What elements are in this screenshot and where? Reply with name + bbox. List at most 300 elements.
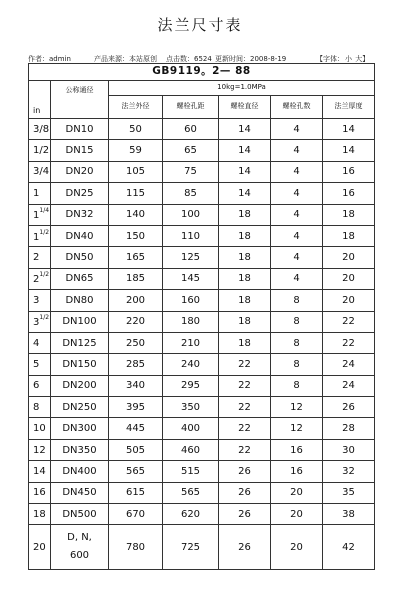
bolt-circle-cell — [163, 397, 219, 418]
bolt-circle-cell — [163, 311, 219, 332]
bolt-circle-cell-value: 85 — [184, 187, 197, 199]
nominal-diameter-cell — [51, 504, 109, 525]
bolt-circle-cell — [163, 290, 219, 311]
author-label: 作者：admin — [28, 55, 71, 63]
bolt-circle-cell-value: 110 — [180, 230, 201, 242]
inch-cell — [29, 183, 51, 204]
bolt-diameter-cell — [219, 268, 271, 289]
bolt-count-cell-value: 20 — [290, 508, 303, 520]
bolt-circle-cell — [163, 119, 219, 140]
inch-cell-value: 3 — [33, 294, 40, 306]
bolt-circle-cell-value: 295 — [180, 380, 201, 392]
bolt-circle-cell — [163, 482, 219, 503]
nominal-diameter-cell — [51, 290, 109, 311]
outer-diameter-cell — [109, 397, 163, 418]
page-title: 法兰尺寸表 — [157, 16, 243, 34]
bolt-diameter-cell-value: 18 — [238, 230, 251, 242]
bolt-diameter-cell-value: 26 — [238, 508, 251, 520]
bolt-count-cell — [271, 354, 323, 375]
outer-diameter-cell — [109, 354, 163, 375]
nominal-diameter-cell-value: DN80 — [65, 294, 94, 306]
outer-diameter-cell-value: 185 — [125, 273, 146, 285]
inch-cell-value: 5 — [33, 358, 40, 370]
nominal-diameter-cell — [51, 225, 109, 246]
table-row — [29, 161, 375, 182]
table-row — [29, 504, 375, 525]
inch-cell — [29, 418, 51, 439]
update-time-label: 更新时间：2008-8-19 — [215, 55, 287, 63]
inch-cell — [29, 482, 51, 503]
bolt-circle-cell-value: 400 — [180, 423, 201, 435]
inch-cell-value: 14 — [33, 465, 46, 477]
nominal-diameter-cell — [51, 183, 109, 204]
nominal-diameter-cell-value: DN500 — [62, 508, 97, 520]
inch-cell-value: 20 — [33, 541, 46, 553]
outer-diameter-cell-value: 200 — [125, 294, 146, 306]
header-outer-diameter: 法兰外径 — [109, 96, 163, 119]
table-row — [29, 525, 375, 570]
nominal-diameter-cell — [51, 311, 109, 332]
outer-diameter-cell — [109, 418, 163, 439]
bolt-circle-cell-value: 460 — [180, 444, 201, 456]
bolt-diameter-cell-value: 18 — [238, 273, 251, 285]
click-count-label: 点击数：6524 — [166, 55, 212, 63]
bolt-diameter-cell — [219, 311, 271, 332]
table-row — [29, 183, 375, 204]
table-row — [29, 482, 375, 503]
inch-cell-value: 1 — [33, 210, 40, 222]
outer-diameter-cell-value: 615 — [125, 487, 146, 499]
bolt-count-cell-value: 4 — [293, 273, 300, 285]
bolt-circle-cell — [163, 247, 219, 268]
header-bolt-circle: 螺栓孔距 — [163, 96, 219, 119]
bolt-circle-cell-value: 75 — [184, 166, 197, 178]
bolt-count-cell-value: 4 — [293, 209, 300, 221]
inch-fraction: 1/2 — [39, 314, 50, 322]
inch-cell-value: 8 — [33, 401, 40, 413]
nominal-diameter-cell-value: DN65 — [65, 273, 94, 285]
outer-diameter-cell — [109, 332, 163, 353]
bolt-diameter-cell — [219, 482, 271, 503]
bolt-circle-cell-value: 125 — [180, 252, 201, 264]
bolt-diameter-cell — [219, 247, 271, 268]
thickness-cell-value: 20 — [342, 252, 355, 264]
bolt-count-cell — [271, 140, 323, 161]
inch-cell — [29, 461, 51, 482]
bolt-diameter-cell — [219, 418, 271, 439]
outer-diameter-cell — [109, 504, 163, 525]
table-body — [29, 64, 375, 570]
inch-cell — [29, 354, 51, 375]
bolt-count-cell — [271, 268, 323, 289]
inch-cell-value: 3/8 — [33, 123, 50, 135]
outer-diameter-cell-value: 505 — [125, 444, 146, 456]
nominal-diameter-cell — [51, 482, 109, 503]
table-row — [29, 397, 375, 418]
nominal-diameter-cell — [51, 461, 109, 482]
inch-cell-value: 12 — [33, 444, 46, 456]
inch-cell — [29, 161, 51, 182]
thickness-cell-value: 20 — [342, 273, 355, 285]
bolt-diameter-cell — [219, 439, 271, 460]
bolt-diameter-cell — [219, 354, 271, 375]
source-label: 产品来源：本站原创 — [94, 55, 157, 63]
inch-cell-value: 4 — [33, 337, 40, 349]
font-suffix: 】 — [362, 55, 370, 63]
table-row — [29, 290, 375, 311]
bolt-diameter-cell-value: 22 — [238, 423, 251, 435]
bolt-diameter-cell — [219, 397, 271, 418]
bolt-diameter-cell — [219, 525, 271, 570]
nominal-diameter-cell-value: DN450 — [62, 487, 97, 499]
bolt-circle-cell — [163, 268, 219, 289]
table-row — [29, 439, 375, 460]
header-inch: in — [29, 81, 51, 119]
nominal-diameter-cell — [51, 375, 109, 396]
nominal-diameter-cell-value: D, N, 600 — [67, 532, 92, 562]
nominal-diameter-cell — [51, 525, 109, 570]
table-row — [29, 247, 375, 268]
nominal-diameter-cell — [51, 247, 109, 268]
thickness-cell-value: 24 — [342, 358, 355, 370]
bolt-diameter-cell — [219, 161, 271, 182]
inch-cell-value: 3 — [33, 317, 40, 329]
standard-row — [29, 64, 375, 81]
outer-diameter-cell-value: 340 — [125, 380, 146, 392]
bolt-circle-cell-value: 65 — [184, 145, 197, 157]
thickness-cell-value: 22 — [342, 316, 355, 328]
bolt-circle-cell — [163, 332, 219, 353]
bolt-diameter-cell-value: 14 — [238, 166, 251, 178]
pressure-rating: 10kg=1.0MPa — [109, 81, 375, 96]
inch-cell — [29, 439, 51, 460]
bolt-count-cell-value: 8 — [293, 337, 300, 349]
nominal-diameter-cell — [51, 268, 109, 289]
bolt-circle-cell-value: 145 — [180, 273, 201, 285]
table-row — [29, 119, 375, 140]
outer-diameter-cell-value: 285 — [125, 358, 146, 370]
bolt-circle-cell-value: 60 — [184, 123, 197, 135]
bolt-count-cell — [271, 418, 323, 439]
inch-cell-value: 18 — [33, 508, 46, 520]
bolt-count-cell-value: 8 — [293, 316, 300, 328]
bolt-count-cell-value: 16 — [290, 444, 303, 456]
outer-diameter-cell-value: 50 — [129, 123, 142, 135]
nominal-diameter-cell — [51, 397, 109, 418]
outer-diameter-cell-value: 780 — [125, 541, 146, 553]
bolt-count-cell — [271, 461, 323, 482]
nominal-diameter-cell-value: DN350 — [62, 444, 97, 456]
bolt-count-cell — [271, 439, 323, 460]
nominal-diameter-cell — [51, 418, 109, 439]
bolt-count-cell-value: 16 — [290, 465, 303, 477]
outer-diameter-cell-value: 565 — [125, 465, 146, 477]
inch-cell — [29, 204, 51, 225]
nominal-diameter-cell-value: DN32 — [65, 209, 94, 221]
thickness-cell-value: 26 — [342, 401, 355, 413]
bolt-diameter-cell-value: 18 — [238, 316, 251, 328]
outer-diameter-cell-value: 395 — [125, 401, 146, 413]
nominal-diameter-cell — [51, 161, 109, 182]
outer-diameter-cell-value: 59 — [129, 145, 142, 157]
bolt-diameter-cell — [219, 461, 271, 482]
table-row — [29, 225, 375, 246]
inch-cell — [29, 311, 51, 332]
bolt-circle-cell — [163, 525, 219, 570]
bolt-count-cell — [271, 290, 323, 311]
thickness-cell — [323, 225, 375, 246]
bolt-diameter-cell-value: 18 — [238, 337, 251, 349]
thickness-cell — [323, 482, 375, 503]
bolt-diameter-cell-value: 18 — [238, 252, 251, 264]
inch-cell-value: 2 — [33, 252, 40, 264]
outer-diameter-cell — [109, 119, 163, 140]
bolt-diameter-cell — [219, 504, 271, 525]
nominal-diameter-cell — [51, 140, 109, 161]
outer-diameter-cell — [109, 204, 163, 225]
outer-diameter-cell — [109, 290, 163, 311]
bolt-diameter-cell — [219, 290, 271, 311]
bolt-count-cell — [271, 332, 323, 353]
bolt-circle-cell-value: 240 — [180, 358, 201, 370]
bolt-diameter-cell — [219, 183, 271, 204]
thickness-cell — [323, 268, 375, 289]
bolt-count-cell-value: 8 — [293, 380, 300, 392]
bolt-count-cell-value: 12 — [290, 423, 303, 435]
header-bolt-count: 螺栓孔数 — [271, 96, 323, 119]
inch-cell — [29, 332, 51, 353]
bolt-circle-cell — [163, 461, 219, 482]
outer-diameter-cell-value: 105 — [125, 166, 146, 178]
inch-cell — [29, 397, 51, 418]
thickness-cell — [323, 375, 375, 396]
table-row — [29, 204, 375, 225]
outer-diameter-cell-value: 115 — [125, 187, 146, 199]
inch-cell-value: 1 — [33, 231, 40, 243]
table-row — [29, 418, 375, 439]
inch-cell — [29, 119, 51, 140]
font-small-link[interactable]: 小 — [345, 55, 352, 63]
bolt-circle-cell — [163, 183, 219, 204]
nominal-diameter-cell — [51, 332, 109, 353]
outer-diameter-cell — [109, 140, 163, 161]
inch-cell — [29, 140, 51, 161]
outer-diameter-cell-value: 220 — [125, 316, 146, 328]
bolt-count-cell-value: 4 — [293, 252, 300, 264]
bolt-circle-cell-value: 210 — [180, 337, 201, 349]
bolt-circle-cell-value: 725 — [180, 541, 201, 553]
bolt-diameter-cell-value: 14 — [238, 145, 251, 157]
thickness-cell — [323, 525, 375, 570]
inch-cell — [29, 375, 51, 396]
bolt-diameter-cell — [219, 119, 271, 140]
header-thickness: 法兰厚度 — [323, 96, 375, 119]
bolt-count-cell — [271, 247, 323, 268]
bolt-diameter-cell — [219, 332, 271, 353]
outer-diameter-cell — [109, 183, 163, 204]
outer-diameter-cell — [109, 268, 163, 289]
bolt-count-cell-value: 8 — [293, 294, 300, 306]
thickness-cell — [323, 332, 375, 353]
outer-diameter-cell — [109, 247, 163, 268]
bolt-count-cell — [271, 119, 323, 140]
thickness-cell — [323, 183, 375, 204]
table-row — [29, 332, 375, 353]
outer-diameter-cell — [109, 461, 163, 482]
bolt-circle-cell-value: 350 — [180, 401, 201, 413]
bolt-count-cell — [271, 311, 323, 332]
thickness-cell — [323, 354, 375, 375]
bolt-diameter-cell-value: 22 — [238, 358, 251, 370]
nominal-diameter-cell-value: DN250 — [62, 401, 97, 413]
inch-fraction: 1/2 — [39, 228, 50, 236]
nominal-diameter-cell-value: DN125 — [62, 337, 97, 349]
outer-diameter-cell — [109, 225, 163, 246]
bolt-count-cell-value: 4 — [293, 145, 300, 157]
bolt-count-cell-value: 20 — [290, 541, 303, 553]
thickness-cell — [323, 140, 375, 161]
flange-size-table — [28, 63, 375, 570]
thickness-cell-value: 30 — [342, 444, 355, 456]
bolt-circle-cell-value: 100 — [180, 209, 201, 221]
table-row — [29, 461, 375, 482]
thickness-cell-value: 16 — [342, 187, 355, 199]
nominal-diameter-cell-value: DN10 — [65, 123, 94, 135]
bolt-diameter-cell — [219, 140, 271, 161]
standard-code: GB9119。2— 88 — [29, 64, 375, 81]
bolt-diameter-cell — [219, 225, 271, 246]
inch-cell — [29, 525, 51, 570]
outer-diameter-cell — [109, 439, 163, 460]
header-nominal-diameter: 公称通径 — [51, 81, 109, 119]
nominal-diameter-cell — [51, 204, 109, 225]
table-row — [29, 311, 375, 332]
bolt-diameter-cell-value: 14 — [238, 123, 251, 135]
bolt-diameter-cell-value: 18 — [238, 209, 251, 221]
inch-cell — [29, 504, 51, 525]
bolt-count-cell-value: 8 — [293, 358, 300, 370]
thickness-cell-value: 14 — [342, 145, 355, 157]
bolt-count-cell — [271, 161, 323, 182]
outer-diameter-cell — [109, 525, 163, 570]
bolt-count-cell — [271, 525, 323, 570]
table-row — [29, 354, 375, 375]
nominal-diameter-cell-value: DN100 — [62, 316, 97, 328]
bolt-diameter-cell — [219, 204, 271, 225]
font-prefix: 【字体： — [316, 55, 344, 63]
thickness-cell-value: 22 — [342, 337, 355, 349]
bolt-count-cell — [271, 482, 323, 503]
bolt-count-cell — [271, 204, 323, 225]
bolt-circle-cell-value: 620 — [180, 508, 201, 520]
font-large-link[interactable]: 大 — [355, 55, 363, 63]
thickness-cell-value: 24 — [342, 380, 355, 392]
nominal-diameter-cell-value: DN300 — [62, 423, 97, 435]
thickness-cell-value: 18 — [342, 230, 355, 242]
pressure-row — [29, 81, 375, 96]
thickness-cell — [323, 504, 375, 525]
inch-cell — [29, 247, 51, 268]
thickness-cell-value: 28 — [342, 423, 355, 435]
thickness-cell-value: 14 — [342, 123, 355, 135]
bolt-count-cell-value: 4 — [293, 166, 300, 178]
inch-cell — [29, 290, 51, 311]
bolt-count-cell — [271, 375, 323, 396]
bolt-diameter-cell-value: 22 — [238, 444, 251, 456]
bolt-circle-cell-value: 180 — [180, 316, 201, 328]
bolt-circle-cell — [163, 140, 219, 161]
inch-cell-value: 1 — [33, 187, 40, 199]
nominal-diameter-cell-value: DN200 — [62, 380, 97, 392]
inch-cell-value: 16 — [33, 487, 46, 499]
table-row — [29, 268, 375, 289]
outer-diameter-cell — [109, 375, 163, 396]
table-row — [29, 140, 375, 161]
thickness-cell — [323, 397, 375, 418]
bolt-count-cell — [271, 504, 323, 525]
thickness-cell — [323, 439, 375, 460]
outer-diameter-cell-value: 250 — [125, 337, 146, 349]
bolt-circle-cell — [163, 225, 219, 246]
header-bolt-diameter: 螺栓直径 — [219, 96, 271, 119]
outer-diameter-cell-value: 670 — [125, 508, 146, 520]
bolt-count-cell-value: 4 — [293, 187, 300, 199]
nominal-diameter-cell-value: DN40 — [65, 230, 94, 242]
bolt-diameter-cell-value: 14 — [238, 187, 251, 199]
bolt-circle-cell-value: 160 — [180, 294, 201, 306]
bolt-count-cell-value: 4 — [293, 123, 300, 135]
nominal-diameter-cell-value: DN50 — [65, 252, 94, 264]
bolt-diameter-cell-value: 26 — [238, 541, 251, 553]
bolt-circle-cell — [163, 375, 219, 396]
inch-cell-value: 10 — [33, 423, 46, 435]
outer-diameter-cell-value: 140 — [125, 209, 146, 221]
bolt-circle-cell — [163, 161, 219, 182]
inch-fraction: 1/2 — [39, 271, 50, 279]
outer-diameter-cell-value: 165 — [125, 252, 146, 264]
bolt-diameter-cell — [219, 375, 271, 396]
bolt-count-cell — [271, 183, 323, 204]
nominal-diameter-cell-value: DN20 — [65, 166, 94, 178]
outer-diameter-cell — [109, 161, 163, 182]
bolt-diameter-cell-value: 26 — [238, 487, 251, 499]
nominal-diameter-cell-value: DN150 — [62, 358, 97, 370]
thickness-cell — [323, 461, 375, 482]
inch-cell-value: 3/4 — [33, 166, 50, 178]
inch-cell — [29, 225, 51, 246]
bolt-diameter-cell-value: 18 — [238, 294, 251, 306]
thickness-cell — [323, 418, 375, 439]
thickness-cell — [323, 204, 375, 225]
bolt-circle-cell-value: 515 — [180, 465, 201, 477]
thickness-cell — [323, 161, 375, 182]
bolt-count-cell-value: 20 — [290, 487, 303, 499]
outer-diameter-cell — [109, 482, 163, 503]
bolt-diameter-cell-value: 26 — [238, 465, 251, 477]
bolt-diameter-cell-value: 22 — [238, 380, 251, 392]
bolt-circle-cell — [163, 439, 219, 460]
bolt-circle-cell — [163, 504, 219, 525]
thickness-cell — [323, 290, 375, 311]
thickness-cell-value: 42 — [342, 541, 355, 553]
bolt-circle-cell — [163, 204, 219, 225]
nominal-diameter-cell — [51, 354, 109, 375]
thickness-cell-value: 35 — [342, 487, 355, 499]
outer-diameter-cell-value: 445 — [125, 423, 146, 435]
thickness-cell — [323, 119, 375, 140]
nominal-diameter-cell-value: DN25 — [65, 187, 94, 199]
inch-cell-value: 2 — [33, 274, 40, 286]
